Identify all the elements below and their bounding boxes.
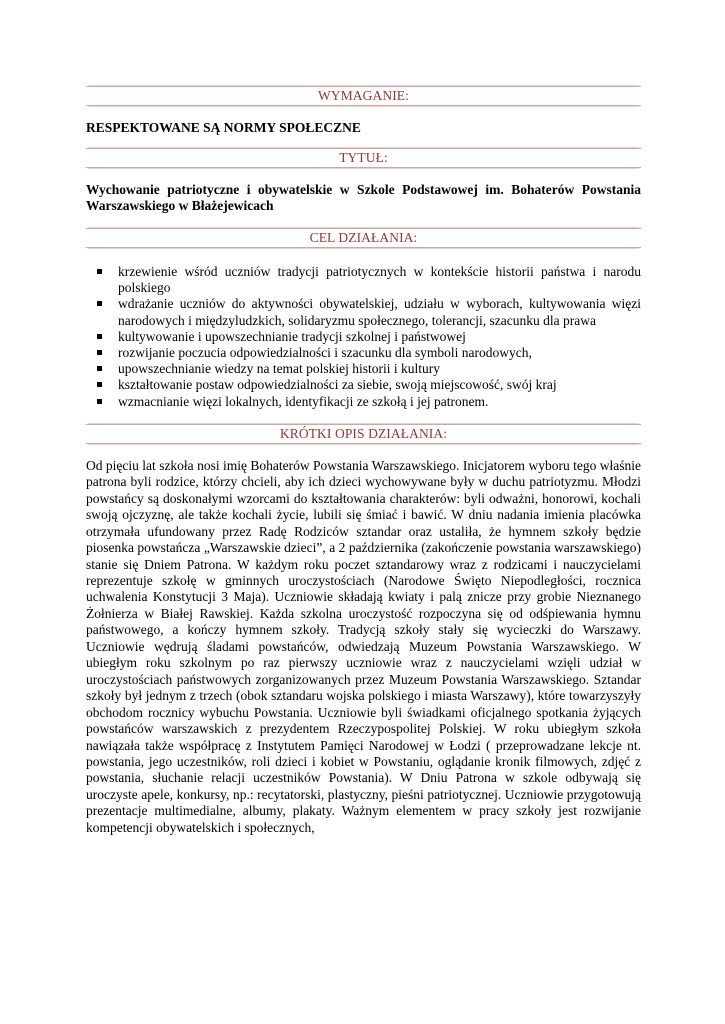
square-bullet-icon	[97, 399, 102, 404]
square-bullet-icon	[97, 382, 102, 387]
square-bullet-icon	[97, 366, 102, 371]
goal-text: wzmacnianie więzi lokalnych, identyfikacji ze szkołą i jej patronem.	[118, 393, 489, 409]
requirement-heading: WYMAGANIE:	[86, 86, 641, 106]
square-bullet-icon	[97, 334, 102, 339]
list-item	[86, 345, 641, 361]
goal-text: kultywowanie i upowszechnianie tradycji szkolnej i państwowej	[118, 328, 466, 344]
goal-text: krzewienie wśród uczniów tradycji patriotycznych w kontekście historii państwa i narodu polskiego	[118, 264, 641, 296]
list-item	[86, 329, 641, 345]
requirement-text: RESPEKTOWANE SĄ NORMY SPOŁECZNE	[86, 120, 361, 135]
list-item	[86, 296, 641, 328]
title-heading: TYTUŁ:	[86, 148, 641, 168]
description-paragraph: Od pięciu lat szkoła nosi imię Bohaterów Powstania Warszawskiego. Inicjatorem wyboru tego właśnie patrona byli rodzice, którzy chcieli, aby ich dzieci wychowywane były w duchu patriotyzmu. Młodzi powstańcy są doskonałymi wzorcami do kształtowania charakterów: byli odważni, honorowi, kochali swoją ojczyznę, ale także kochali życie, lubili się śmiać i bawić. W dniu nadania imienia placówka otrzymała ufundowany przez Radę Rodziców sztandar oraz ustaliła, że hymnem szkoły będzie piosenka powstańcza „Warszawskie dzieci”, a 2 października (zakończenie powstania warszawskiego) stanie się Dniem Patrona. W każdym roku poczet sztandarowy wraz z rodzicami i nauczycielami reprezentuje szkołę w gminnych uroczystościach (Narodowe Święto Niepodległości, rocznica uchwalenia Konstytucji 3 Maja). Uczniowie składają kwiaty i palą znicze przy grobie Nieznanego Żołnierza w Białej Rawskiej. Każda szkolna uroczystość rozpoczyna się od odśpiewania hymnu państwowego, a kończy hymnem szkoły. Tradycją szkoły stały się wycieczki do Warszawy. Uczniowie wędrują śladami powstańców, odwiedzają Muzeum Powstania Warszawskiego. W ubiegłym roku szkolnym po raz pierwszy uczniowie wraz z nauczycielami wzięli udział w uroczystościach państwowych zorganizowanych przez Muzeum Powstania Warszawskiego. Sztandar szkoły był jednym z trzech (obok sztandaru wojska polskiego i miasta Warszawy), które towarzyszyły obchodom rocznicy wybuchu Powstania. Uczniowie byli świadkami oficjalnego spotkania żyjących powstańców warszawskich z prezydentem Rzeczypospolitej Polskiej. W roku ubiegłym szkoła nawiązała także współpracę z Instytutem Pamięci Narodowej w Łodzi ( przeprowadzane lekcje nt. powstania, jego uczestników, roli dzieci i kobiet w Powstaniu, oglądanie kronik filmowych, zdjęć z powstania, słuchanie relacji uczestników Powstania). W Dniu Patrona w szkole odbywają się uroczyste apele, konkursy, np.: recytatorski, plastyczny, pieśni patriotycznej. Uczniowie przygotowują prezentacje multimedialne, albumy, plakaty. Ważnym elementem w pracy szkoły jest rozwijanie kompetencji obywatelskich i społecznych,	[86, 457, 641, 835]
goal-text: rozwijanie poczucia odpowiedzialności i szacunku dla symboli narodowych,	[118, 345, 532, 361]
goal-list	[86, 264, 641, 410]
list-item	[86, 361, 641, 377]
list-item	[86, 264, 641, 296]
list-item	[86, 394, 641, 410]
goal-text: kształtowanie postaw odpowiedzialności za siebie, swoją miejscowość, swój kraj	[118, 377, 557, 393]
goal-text: upowszechnianie wiedzy na temat polskiej historii i kultury	[118, 361, 441, 377]
document-page	[86, 86, 641, 836]
goal-text: wdrażanie uczniów do aktywności obywatelskiej, udziału w wyborach, kultywowania więzi narodowych i międzyludzkich, solidaryzmu społecznego, tolerancji, szacunku dla prawa	[118, 296, 641, 328]
title-text: Wychowanie patriotyczne i obywatelskie w Szkole Podstawowej im. Bohaterów Powstania Warszawskiego w Błażejewicach	[86, 182, 641, 213]
square-bullet-icon	[97, 350, 102, 355]
square-bullet-icon	[97, 301, 102, 306]
square-bullet-icon	[97, 269, 102, 274]
description-heading: KRÓTKI OPIS DZIAŁANIA:	[86, 424, 641, 444]
goal-heading: CEL DZIAŁANIA:	[86, 228, 641, 248]
list-item	[86, 377, 641, 393]
